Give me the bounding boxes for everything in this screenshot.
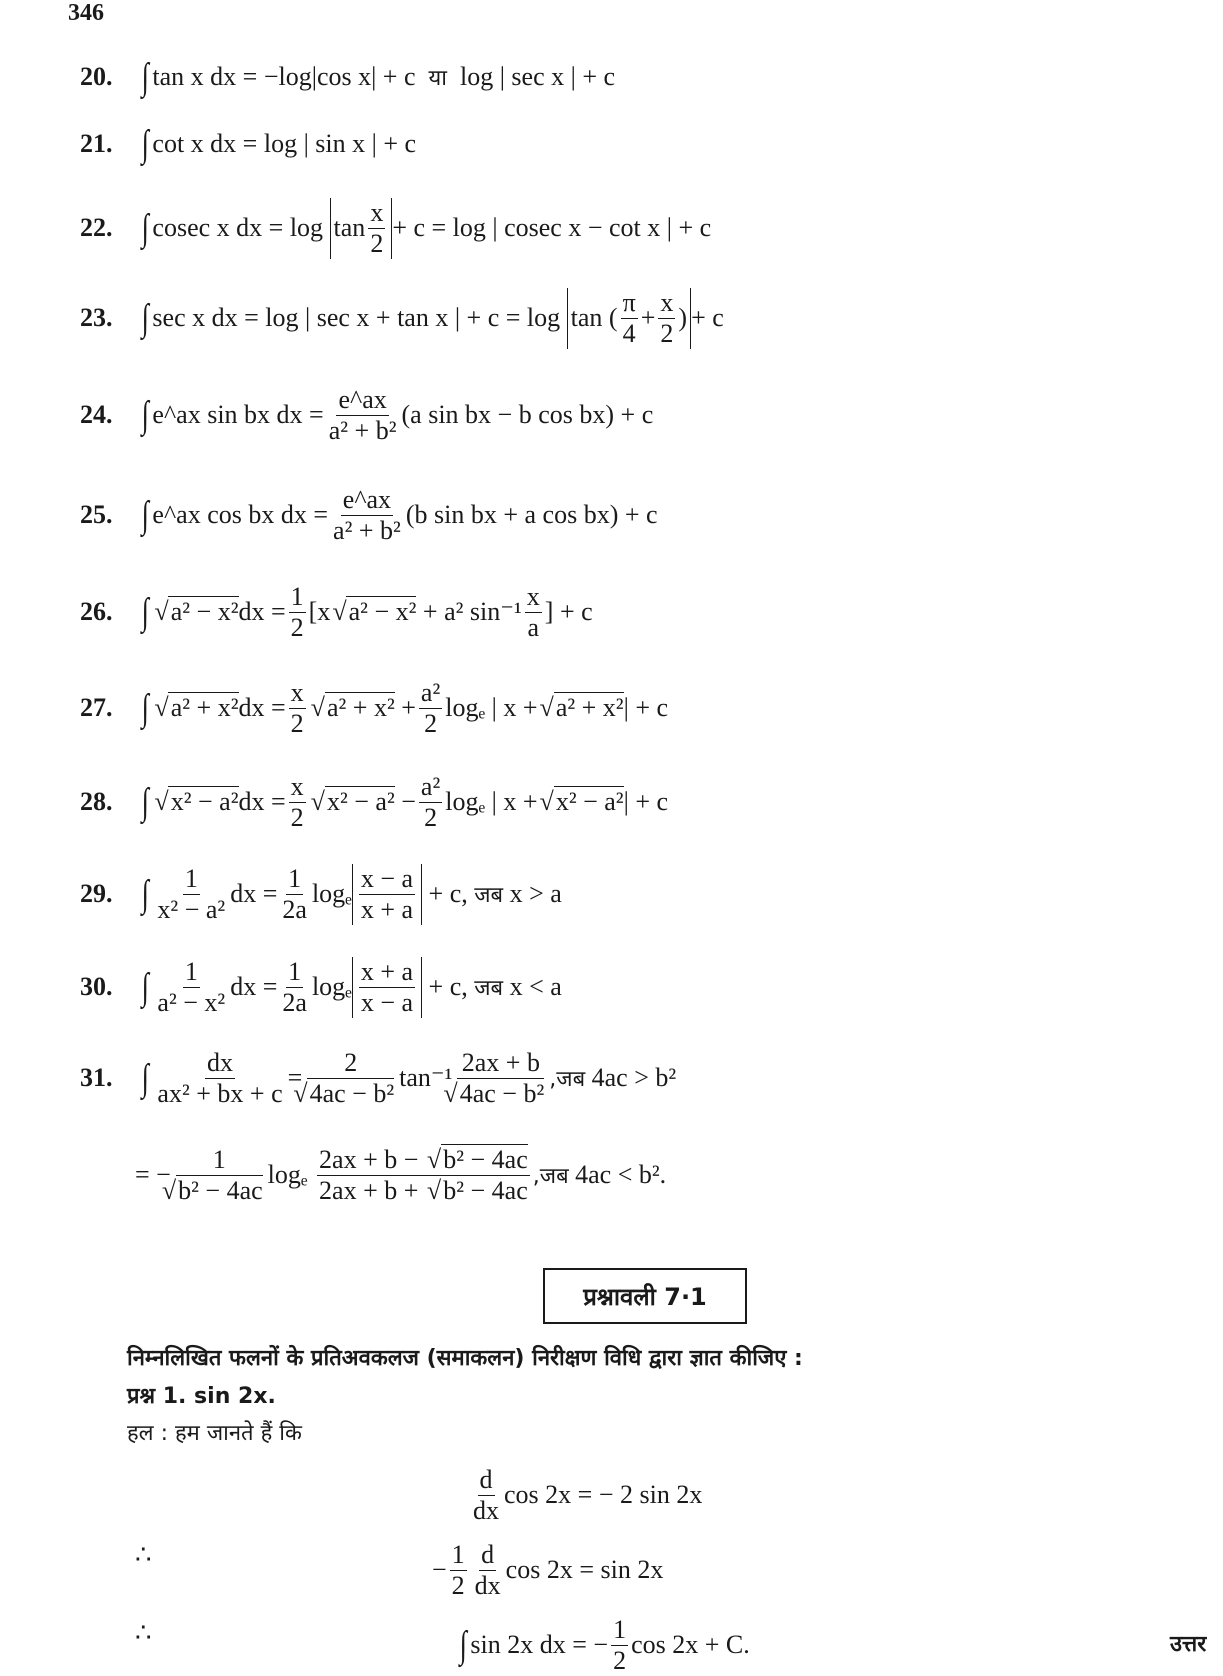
num: d: [479, 1465, 493, 1494]
den: a² − x²: [157, 987, 226, 1017]
expr: | + c: [623, 787, 669, 817]
expr: (b sin bx + a cos bx) + c: [405, 500, 658, 530]
sqrt: √ a² − x²: [346, 596, 416, 626]
expr: logₑ: [311, 972, 352, 1002]
condition: x < a: [509, 972, 562, 1002]
expr: cos 2x + C.: [631, 1630, 750, 1660]
abs-value: [352, 864, 422, 925]
den: 2a: [282, 987, 307, 1017]
condition: 4ac > b²: [591, 1063, 677, 1093]
num: dx: [207, 1048, 234, 1077]
integral-sign: ∫: [141, 873, 149, 916]
fraction: [327, 385, 399, 446]
expr: 2ax + b +: [319, 1175, 419, 1205]
num: π: [622, 288, 636, 317]
expr: ] + c: [544, 597, 593, 627]
den: 2: [290, 708, 304, 738]
abs-value: [352, 957, 422, 1018]
step-3: [458, 1615, 750, 1676]
expr: logₑ | x +: [445, 787, 538, 817]
den: 2a: [282, 894, 307, 924]
fraction: [305, 1048, 396, 1109]
formula-27: [80, 678, 668, 739]
formula-number: 21.: [80, 129, 113, 158]
sqrt: √ a² + x²: [554, 692, 624, 722]
formula-22: [80, 198, 711, 259]
num: 1: [184, 864, 198, 893]
den: dx: [474, 1570, 501, 1600]
num: d: [481, 1540, 495, 1569]
formula-number: 29.: [80, 879, 113, 909]
abs-value: [330, 198, 393, 259]
instruction: निम्नलिखित फलनों के प्रतिअवकलज (समाकलन) निरीक्षण विधि द्वारा ज्ञात कीजिए :: [127, 1346, 803, 1371]
den: a² + b²: [328, 415, 397, 445]
fraction: [155, 864, 227, 925]
abs-value: tan ( $\frac{\pi}{4}$ + $\frac{x}{2}$ ): [567, 288, 691, 349]
expr: | + c: [623, 693, 669, 723]
integral-sign: ∫: [141, 56, 149, 98]
expr: +: [401, 693, 416, 723]
num: a²: [420, 772, 441, 801]
den: 2: [660, 318, 674, 348]
integral-sign: ∫: [141, 207, 149, 250]
expr: + a² sin⁻¹: [422, 597, 522, 627]
den: 4: [622, 318, 636, 348]
fraction: [368, 198, 385, 259]
formula-number: 24.: [80, 400, 113, 430]
num: 1: [451, 1540, 465, 1569]
answer-label: उत्तर: [1170, 1632, 1207, 1657]
fraction: [473, 1540, 503, 1601]
expr: tan: [333, 213, 366, 243]
integral-sign: ∫: [459, 1624, 467, 1667]
expr: (a sin bx − b cos bx) + c: [401, 400, 654, 430]
expr: tan⁻¹: [399, 1063, 453, 1093]
formula-number: 26.: [80, 597, 113, 627]
fraction: [621, 288, 638, 349]
num: a²: [420, 678, 441, 707]
formula-number: 27.: [80, 693, 113, 723]
step-1: [468, 1465, 702, 1526]
integral-sign: ∫: [141, 494, 149, 537]
fraction: [525, 582, 542, 643]
condition: x > a: [509, 879, 562, 909]
expr: logₑ: [311, 879, 352, 909]
expr: logₑ | x +: [445, 693, 538, 723]
fraction: [455, 1048, 546, 1109]
formula-24: [80, 385, 653, 446]
fraction: [174, 1145, 265, 1206]
expr: −: [432, 1555, 447, 1585]
expr: log | sec x | + c: [459, 62, 616, 91]
formula-26: [80, 582, 593, 643]
num: 2: [344, 1048, 358, 1077]
den: x + a: [360, 894, 414, 924]
sqrt: √ x² − a²: [554, 786, 624, 816]
integral-sign: ∫: [141, 781, 149, 824]
step-2: [432, 1540, 663, 1601]
formula-number: 23.: [80, 303, 113, 333]
formula-number: 25.: [80, 500, 113, 530]
den: 2: [613, 1645, 627, 1675]
sqrt: √ 4ac − b²: [307, 1078, 394, 1108]
formula-20: [80, 55, 615, 99]
expr: + c,: [428, 972, 468, 1002]
formula-25: [80, 485, 658, 546]
page-number: 346: [68, 0, 104, 26]
num: e^ax: [342, 485, 392, 514]
integral-sign: ∫: [141, 123, 149, 165]
expr: dx =: [230, 879, 278, 909]
num: 1: [184, 957, 198, 986]
den: x² − a²: [157, 894, 226, 924]
sqrt: √ 4ac − b²: [457, 1078, 544, 1108]
expr: cos 2x = − 2 sin 2x: [504, 1480, 703, 1510]
fraction: [419, 678, 442, 739]
fraction: [155, 1048, 284, 1109]
fraction: [155, 957, 227, 1018]
den: 2: [290, 612, 304, 642]
den: dx: [473, 1495, 499, 1525]
fraction: [280, 864, 309, 925]
expr: dx =: [230, 972, 278, 1002]
integral-sign: ∫: [141, 687, 149, 730]
num: 1: [288, 864, 302, 893]
integral-sign: ∫: [141, 966, 149, 1009]
sqrt: √ b² − 4ac: [176, 1175, 263, 1205]
formula-31: [80, 1048, 676, 1109]
fraction: [289, 678, 306, 739]
expr: sin 2x dx = −: [470, 1630, 609, 1660]
fraction: [611, 1615, 628, 1676]
expr: e^ax cos bx dx =: [152, 500, 329, 530]
formula-31-case-2: [135, 1145, 666, 1206]
expr: + c = log | cosec x − cot x | + c: [392, 213, 712, 243]
exercise-title: प्रश्नावली 7·1: [583, 1282, 707, 1311]
fraction: [359, 864, 415, 925]
num: x: [526, 582, 540, 611]
expr: dx =: [238, 597, 286, 627]
sqrt: √ x² − a²: [325, 786, 395, 816]
fraction: [280, 957, 309, 1018]
den: x − a: [360, 987, 414, 1017]
den: a² + b²: [333, 515, 401, 545]
den: ax² + bx + c: [157, 1078, 283, 1108]
question: प्रश्न 1. sin 2x.: [127, 1384, 276, 1409]
exercise-title-box: [543, 1268, 747, 1324]
expr: logₑ: [267, 1160, 308, 1190]
den: 2: [424, 708, 438, 738]
num: x: [370, 198, 384, 227]
formula-number: 22.: [80, 213, 113, 243]
expr: =: [287, 1063, 303, 1093]
expr: dx =: [238, 693, 286, 723]
formula-30: [80, 957, 562, 1018]
when-text: जब: [474, 976, 504, 1002]
num: 2ax + b: [461, 1048, 540, 1077]
sqrt: √ b² − 4ac: [441, 1144, 528, 1174]
expr: = −: [135, 1160, 171, 1190]
expr: 2ax + b −: [319, 1145, 419, 1174]
fraction: [658, 288, 675, 349]
fraction: [359, 957, 415, 1018]
fraction: [471, 1465, 501, 1526]
den: 2: [370, 228, 384, 258]
sqrt: √ a² − x²: [168, 596, 238, 626]
fraction: [419, 772, 442, 833]
sqrt: √ a² + x²: [325, 692, 395, 722]
when-text: ,जब: [532, 1164, 569, 1190]
expr: tan x dx = −log|cos x| + c: [152, 62, 416, 91]
num: x: [660, 288, 674, 317]
fraction: [289, 582, 306, 643]
sqrt: √ a² + x²: [168, 692, 238, 722]
num: x: [290, 772, 304, 801]
therefore-symbol: ∴: [135, 1540, 152, 1569]
integral-sign: ∫: [141, 591, 149, 634]
formula-23: [80, 288, 724, 349]
num: x: [290, 678, 304, 707]
num: x + a: [360, 957, 414, 986]
condition: 4ac < b².: [575, 1160, 667, 1190]
expr: tan: [570, 303, 603, 333]
fraction: [331, 485, 403, 546]
integral-sign: ∫: [141, 394, 149, 437]
den: 2: [290, 802, 304, 832]
expr: + c,: [428, 879, 468, 909]
fraction: [317, 1145, 530, 1206]
integral-sign: ∫: [141, 297, 149, 340]
fraction: [450, 1540, 467, 1601]
expr: [x: [308, 597, 331, 627]
therefore-symbol: ∴: [135, 1618, 152, 1647]
formula-number: 28.: [80, 787, 113, 817]
formula-28: [80, 772, 668, 833]
when-text: जब: [474, 883, 504, 909]
expr: dx =: [238, 787, 286, 817]
expr: + c: [691, 303, 724, 333]
expr: cot x dx = log | sin x | + c: [152, 129, 417, 158]
formula-number: 20.: [80, 62, 113, 91]
expr: sec x dx = log | sec x + tan x | + c = log: [152, 303, 561, 333]
or-text: या: [428, 66, 447, 91]
sqrt: √ b² − 4ac: [441, 1175, 528, 1205]
den: a: [527, 612, 540, 642]
expr: cosec x dx = log: [152, 213, 324, 243]
num: 1: [212, 1145, 226, 1174]
integral-sign: ∫: [141, 1057, 149, 1100]
solution-intro: हल : हम जानते हैं कि: [127, 1421, 302, 1446]
when-text: ,जब: [549, 1067, 586, 1093]
num: 1: [613, 1615, 627, 1644]
sqrt: √ x² − a²: [168, 786, 238, 816]
num: x − a: [360, 864, 414, 893]
fraction: [289, 772, 306, 833]
formula-number: 30.: [80, 972, 113, 1002]
formula-number: 31.: [80, 1063, 113, 1093]
den: 2: [451, 1570, 465, 1600]
num: 1: [288, 957, 302, 986]
expr: cos 2x = sin 2x: [505, 1555, 664, 1585]
formula-29: [80, 864, 562, 925]
expr: e^ax sin bx dx =: [152, 400, 324, 430]
num: 1: [290, 582, 304, 611]
formula-21: [80, 122, 416, 166]
den: 2: [424, 802, 438, 832]
num: e^ax: [338, 385, 387, 414]
expr: −: [401, 787, 416, 817]
